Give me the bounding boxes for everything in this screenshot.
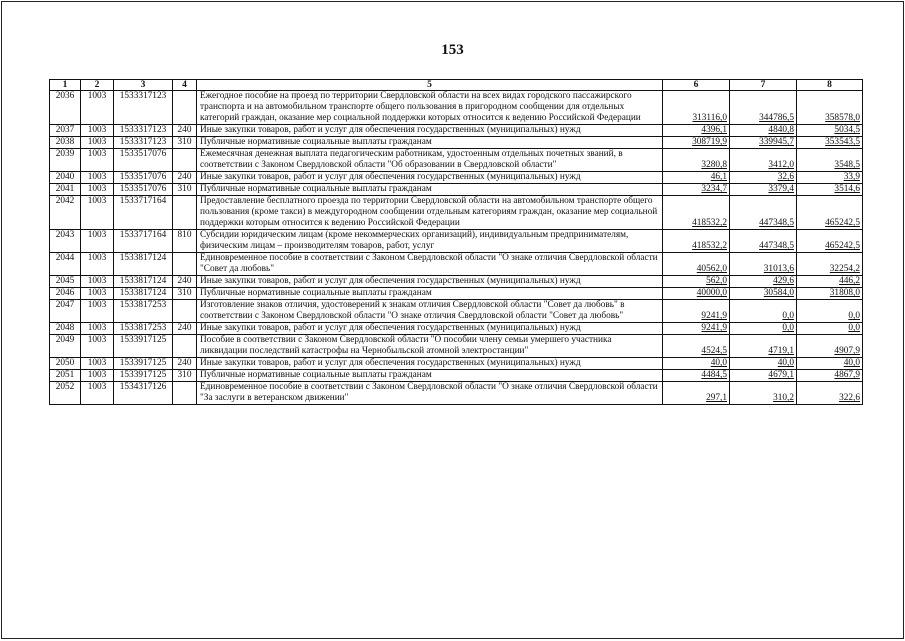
description-cell: Иные закупки товаров, работ и услуг для обеспечения государственных (муниципальных) нужд	[197, 323, 663, 335]
amount-1-cell-value: 4484,5	[701, 370, 727, 380]
amount-1-cell	[663, 335, 730, 358]
amount-3-cell-value: 32254,2	[829, 264, 860, 274]
table-row	[50, 196, 863, 230]
amount-2-cell	[730, 196, 797, 230]
expense-type-cell: 310	[173, 288, 197, 300]
expense-type-cell: 310	[173, 370, 197, 382]
amount-1-cell	[663, 323, 730, 335]
target-code-cell: 1533317123	[114, 91, 173, 125]
section-code-cell: 1003	[81, 230, 114, 253]
table-row	[50, 370, 863, 382]
description-cell: Публичные нормативные социальные выплаты гражданам	[197, 370, 663, 382]
amount-3-cell-value: 353543,5	[825, 137, 860, 147]
description-cell: Единовременное пособие в соответствии с Законом Свердловской области "О знаке отличия Свердловской области "За заслуги в ветеранском движении"	[197, 382, 663, 405]
description-cell: Ежемесячная денежная выплата педагогическим работникам, удостоенным отдельных почетных званий, в соответствии с Законом Свердловской области "Об образовании в Свердловской области"	[197, 149, 663, 172]
expense-type-cell: 240	[173, 358, 197, 370]
amount-1-cell	[663, 253, 730, 276]
target-code-cell: 1533817253	[114, 300, 173, 323]
amount-3-cell-value: 465242,5	[825, 241, 860, 251]
amount-2-cell-value: 339945,7	[759, 137, 794, 147]
amount-3-cell-value: 31808,0	[829, 288, 860, 298]
amount-1-cell-value: 40,0	[710, 358, 727, 368]
table-row	[50, 335, 863, 358]
amount-2-cell	[730, 370, 797, 382]
target-code-cell: 1533817124	[114, 288, 173, 300]
row-number-cell: 2040	[50, 172, 81, 184]
amount-1-cell-value: 3234,7	[701, 184, 727, 194]
amount-2-cell	[730, 323, 797, 335]
amount-1-cell	[663, 172, 730, 184]
amount-2-cell-value: 447348,5	[759, 218, 794, 228]
amount-1-cell-value: 308719,9	[692, 137, 727, 147]
expense-type-cell: 310	[173, 184, 197, 196]
amount-3-cell	[797, 335, 863, 358]
amount-2-cell-value: 3379,4	[768, 184, 794, 194]
amount-3-cell-value: 322,6	[839, 393, 860, 403]
row-number-cell: 2044	[50, 253, 81, 276]
amount-3-cell-value: 358578,0	[825, 113, 860, 123]
amount-2-cell	[730, 335, 797, 358]
table-row	[50, 276, 863, 288]
amount-1-cell-value: 4524,5	[701, 346, 727, 356]
amount-2-cell	[730, 125, 797, 137]
expense-type-cell: 240	[173, 323, 197, 335]
amount-1-cell-value: 9241,9	[701, 323, 727, 333]
amount-2-cell-value: 344786,5	[759, 113, 794, 123]
amount-3-cell-value: 40,0	[843, 358, 860, 368]
amount-1-cell	[663, 358, 730, 370]
target-code-cell: 1533517076	[114, 184, 173, 196]
expense-type-cell: 310	[173, 137, 197, 149]
row-number-cell: 2041	[50, 184, 81, 196]
section-code-cell: 1003	[81, 172, 114, 184]
amount-1-cell-value: 297,1	[706, 393, 727, 403]
target-code-cell: 1533817124	[114, 276, 173, 288]
col-header-amount-1: 6	[663, 80, 730, 91]
amount-1-cell-value: 313116,0	[692, 113, 727, 123]
amount-3-cell	[797, 358, 863, 370]
expense-type-cell	[173, 382, 197, 405]
amount-2-cell	[730, 149, 797, 172]
amount-1-cell	[663, 149, 730, 172]
section-code-cell: 1003	[81, 137, 114, 149]
col-header-description: 5	[197, 80, 663, 91]
target-code-cell: 1534317126	[114, 382, 173, 405]
row-number-cell: 2052	[50, 382, 81, 405]
amount-1-cell	[663, 230, 730, 253]
target-code-cell: 1533917125	[114, 370, 173, 382]
table-row	[50, 172, 863, 184]
amount-2-cell-value: 4840,8	[768, 125, 794, 135]
description-cell: Иные закупки товаров, работ и услуг для обеспечения государственных (муниципальных) нужд	[197, 276, 663, 288]
amount-2-cell-value: 40,0	[777, 358, 794, 368]
amount-2-cell-value: 32,6	[777, 172, 794, 182]
section-code-cell: 1003	[81, 196, 114, 230]
target-code-cell: 1533817253	[114, 323, 173, 335]
amount-3-cell-value: 5034,5	[834, 125, 860, 135]
amount-3-cell	[797, 91, 863, 125]
amount-2-cell	[730, 91, 797, 125]
expense-type-cell	[173, 91, 197, 125]
expense-type-cell: 240	[173, 125, 197, 137]
target-code-cell: 1533817124	[114, 253, 173, 276]
table-row	[50, 91, 863, 125]
budget-table	[49, 79, 863, 405]
amount-1-cell	[663, 288, 730, 300]
table-row	[50, 230, 863, 253]
amount-3-cell	[797, 300, 863, 323]
amount-3-cell	[797, 125, 863, 137]
section-code-cell: 1003	[81, 335, 114, 358]
amount-2-cell	[730, 382, 797, 405]
target-code-cell: 1533517076	[114, 149, 173, 172]
amount-3-cell	[797, 184, 863, 196]
amount-1-cell-value: 4396,1	[701, 125, 727, 135]
target-code-cell: 1533317123	[114, 125, 173, 137]
amount-1-cell	[663, 137, 730, 149]
amount-3-cell	[797, 276, 863, 288]
table-row	[50, 184, 863, 196]
section-code-cell: 1003	[81, 184, 114, 196]
col-header-expense-type: 4	[173, 80, 197, 91]
description-cell: Единовременное пособие в соответствии с Законом Свердловской области "О знаке отличия Свердловской области "Совет да любовь"	[197, 253, 663, 276]
row-number-cell: 2043	[50, 230, 81, 253]
header-row	[50, 80, 863, 91]
amount-2-cell-value: 3412,0	[768, 160, 794, 170]
amount-2-cell	[730, 172, 797, 184]
col-header-amount-3: 8	[797, 80, 863, 91]
expense-type-cell	[173, 253, 197, 276]
amount-3-cell-value: 33,9	[843, 172, 860, 182]
amount-2-cell-value: 429,6	[773, 276, 794, 286]
row-number-cell: 2042	[50, 196, 81, 230]
amount-3-cell	[797, 382, 863, 405]
section-code-cell: 1003	[81, 323, 114, 335]
row-number-cell: 2038	[50, 137, 81, 149]
amount-2-cell-value: 30584,0	[763, 288, 794, 298]
amount-2-cell	[730, 137, 797, 149]
expense-type-cell: 240	[173, 172, 197, 184]
amount-1-cell-value: 418532,2	[692, 218, 727, 228]
table-row	[50, 382, 863, 405]
amount-3-cell-value: 0,0	[848, 323, 860, 333]
description-cell: Публичные нормативные социальные выплаты гражданам	[197, 288, 663, 300]
table-row	[50, 125, 863, 137]
expense-type-cell	[173, 196, 197, 230]
amount-2-cell-value: 31013,6	[763, 264, 794, 274]
amount-2-cell	[730, 184, 797, 196]
expense-type-cell	[173, 149, 197, 172]
description-cell: Иные закупки товаров, работ и услуг для обеспечения государственных (муниципальных) нужд	[197, 172, 663, 184]
amount-2-cell-value: 4679,1	[768, 370, 794, 380]
section-code-cell: 1003	[81, 253, 114, 276]
col-header-target-code: 3	[114, 80, 173, 91]
row-number-cell: 2036	[50, 91, 81, 125]
amount-3-cell	[797, 253, 863, 276]
amount-3-cell	[797, 137, 863, 149]
description-cell: Ежегодное пособие на проезд по территории Свердловской области на всех видах городского пассажирского транспорта и на автомобильном транспорте общего пользования в пригородном сообщении для отдельных категорий граждан, оказание мер социальной поддержки которых относится к ведению Российской Федерации	[197, 91, 663, 125]
amount-3-cell-value: 465242,5	[825, 218, 860, 228]
amount-3-cell	[797, 288, 863, 300]
expense-type-cell	[173, 335, 197, 358]
amount-1-cell-value: 562,0	[706, 276, 727, 286]
amount-2-cell-value: 4719,1	[768, 346, 794, 356]
expense-type-cell: 810	[173, 230, 197, 253]
row-number-cell: 2047	[50, 300, 81, 323]
amount-2-cell	[730, 276, 797, 288]
amount-1-cell-value: 9241,9	[701, 311, 727, 321]
col-header-row-number: 1	[50, 80, 81, 91]
page-number: 153	[441, 42, 464, 58]
target-code-cell: 1533717164	[114, 196, 173, 230]
row-number-cell: 2045	[50, 276, 81, 288]
expense-type-cell	[173, 300, 197, 323]
amount-1-cell-value: 40000,0	[696, 288, 727, 298]
amount-3-cell-value: 3514,6	[834, 184, 860, 194]
description-cell: Публичные нормативные социальные выплаты гражданам	[197, 137, 663, 149]
amount-3-cell-value: 3548,5	[834, 160, 860, 170]
section-code-cell: 1003	[81, 149, 114, 172]
description-cell: Пособие в соответствии с Законом Свердловской области "О пособии члену семьи умершего участника ликвидации последствий катастрофы на Чернобыльской атомной электростанции"	[197, 335, 663, 358]
section-code-cell: 1003	[81, 358, 114, 370]
section-code-cell: 1003	[81, 300, 114, 323]
amount-3-cell-value: 0,0	[848, 311, 860, 321]
expense-type-cell: 240	[173, 276, 197, 288]
amount-1-cell	[663, 125, 730, 137]
amount-3-cell	[797, 230, 863, 253]
row-number-cell: 2037	[50, 125, 81, 137]
section-code-cell: 1003	[81, 91, 114, 125]
description-cell: Публичные нормативные социальные выплаты гражданам	[197, 184, 663, 196]
amount-3-cell	[797, 172, 863, 184]
amount-2-cell	[730, 358, 797, 370]
amount-1-cell	[663, 91, 730, 125]
table-row	[50, 300, 863, 323]
amount-3-cell-value: 4867,9	[834, 370, 860, 380]
amount-1-cell-value: 3280,8	[701, 160, 727, 170]
amount-3-cell-value: 4907,9	[834, 346, 860, 356]
target-code-cell: 1533317123	[114, 137, 173, 149]
row-number-cell: 2051	[50, 370, 81, 382]
table-body	[50, 91, 863, 405]
amount-2-cell	[730, 230, 797, 253]
description-cell: Предоставление бесплатного проезда по территории Свердловской области на автомобильном транспорте общего пользования (кроме такси) в междугородном сообщении отдельным категориям граждан, оказание мер социальной поддержки которым относится к ведению Российской Федерации	[197, 196, 663, 230]
document-page	[1, 1, 904, 639]
amount-3-cell	[797, 149, 863, 172]
amount-3-cell	[797, 370, 863, 382]
col-header-section: 2	[81, 80, 114, 91]
row-number-cell: 2046	[50, 288, 81, 300]
amount-2-cell-value: 0,0	[782, 323, 794, 333]
amount-1-cell	[663, 370, 730, 382]
row-number-cell: 2039	[50, 149, 81, 172]
description-cell: Иные закупки товаров, работ и услуг для обеспечения государственных (муниципальных) нужд	[197, 358, 663, 370]
amount-2-cell	[730, 253, 797, 276]
amount-3-cell-value: 446,2	[839, 276, 860, 286]
amount-1-cell-value: 40562,0	[696, 264, 727, 274]
amount-1-cell-value: 46,1	[710, 172, 727, 182]
description-cell: Субсидии юридическим лицам (кроме некоммерческих организаций), индивидуальным предпринимателям, физическим лицам – производителям товаров, работ, услуг	[197, 230, 663, 253]
row-number-cell: 2049	[50, 335, 81, 358]
target-code-cell: 1533517076	[114, 172, 173, 184]
amount-2-cell-value: 0,0	[782, 311, 794, 321]
target-code-cell: 1533717164	[114, 230, 173, 253]
table-row	[50, 253, 863, 276]
table-row	[50, 149, 863, 172]
amount-3-cell	[797, 323, 863, 335]
row-number-cell: 2050	[50, 358, 81, 370]
amount-3-cell	[797, 196, 863, 230]
section-code-cell: 1003	[81, 370, 114, 382]
table-row	[50, 323, 863, 335]
amount-1-cell	[663, 300, 730, 323]
amount-2-cell-value: 447348,5	[759, 241, 794, 251]
amount-2-cell-value: 310,2	[773, 393, 794, 403]
section-code-cell: 1003	[81, 288, 114, 300]
table-row	[50, 288, 863, 300]
row-number-cell: 2048	[50, 323, 81, 335]
description-cell: Иные закупки товаров, работ и услуг для обеспечения государственных (муниципальных) нужд	[197, 125, 663, 137]
amount-1-cell-value: 418532,2	[692, 241, 727, 251]
amount-1-cell	[663, 276, 730, 288]
amount-2-cell	[730, 288, 797, 300]
col-header-amount-2: 7	[730, 80, 797, 91]
target-code-cell: 1533917125	[114, 335, 173, 358]
amount-2-cell	[730, 300, 797, 323]
section-code-cell: 1003	[81, 125, 114, 137]
table-row	[50, 137, 863, 149]
table-row	[50, 358, 863, 370]
description-cell: Изготовление знаков отличия, удостоверений к знакам отличия Свердловской области "Совет да любовь" в соответствии с Законом Свердловской области "О знаке отличия Свердловской области "Совет да любовь"	[197, 300, 663, 323]
amount-1-cell	[663, 196, 730, 230]
amount-1-cell	[663, 184, 730, 196]
amount-1-cell	[663, 382, 730, 405]
section-code-cell: 1003	[81, 382, 114, 405]
section-code-cell: 1003	[81, 276, 114, 288]
target-code-cell: 1533917125	[114, 358, 173, 370]
